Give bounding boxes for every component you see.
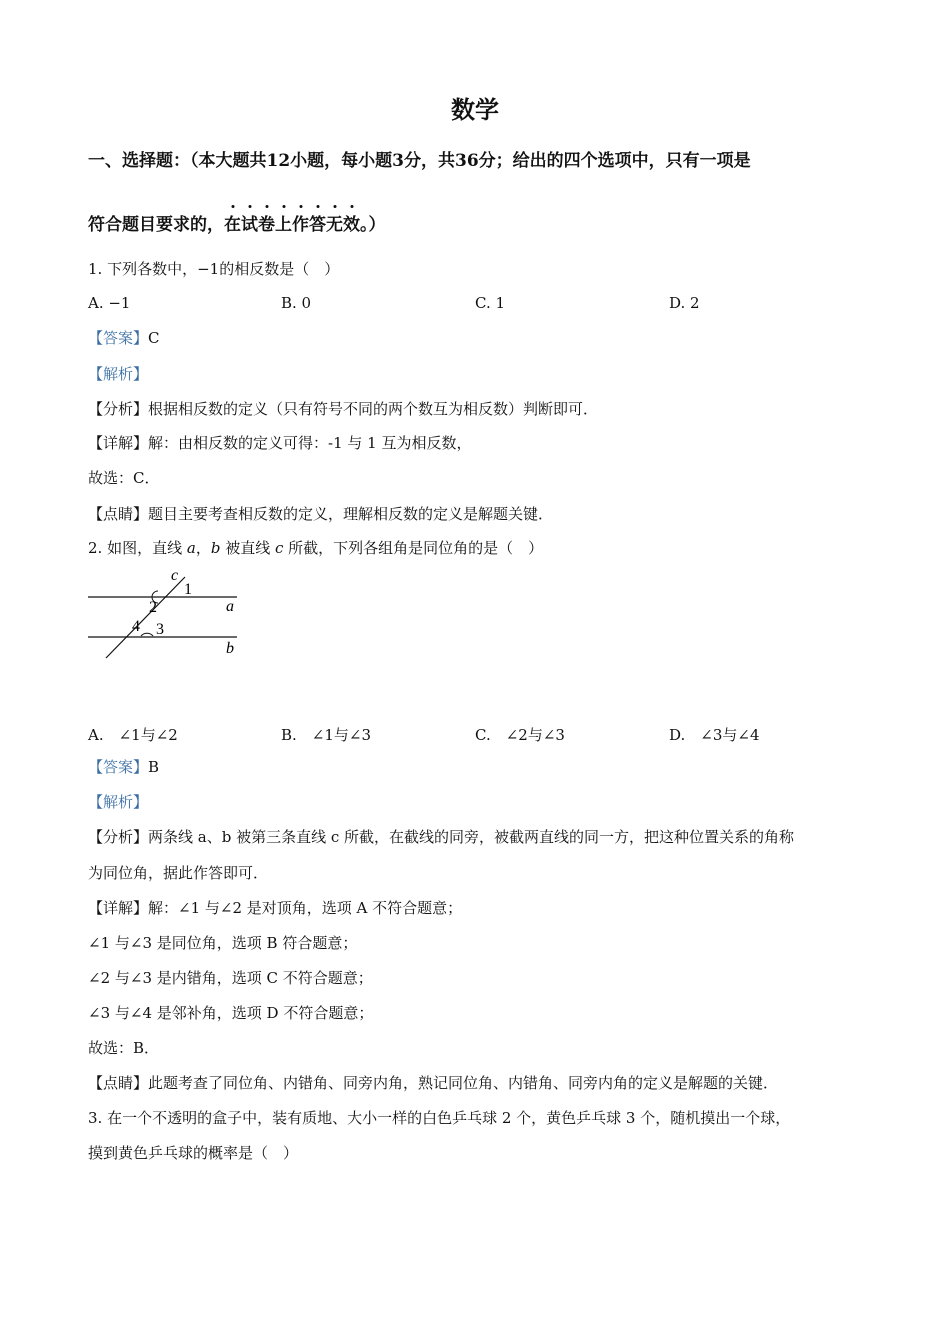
emph-char: 卷 bbox=[258, 215, 275, 235]
q2-option-c: C. ∠2与∠3 bbox=[475, 726, 565, 744]
q2-choose: 故选：B． bbox=[88, 1039, 160, 1057]
emph-char: 效 bbox=[343, 215, 360, 235]
emph-char: 在 bbox=[224, 215, 241, 235]
q2-stem: 2. 如图，直线 a，b 被直线 c 所截，下列各组角是同位角的是（ ） bbox=[88, 539, 544, 557]
q2-fenxi-1: 【分析】两条线 a、b 被第三条直线 c 所截，在截线的同旁，被截两直线的同一方，把这种位置关系的角称 bbox=[88, 828, 795, 846]
line-c bbox=[106, 577, 185, 658]
q2-detail-4: ∠3 与∠4 是邻补角，选项 D 不符合题意； bbox=[88, 1004, 374, 1022]
q1-option-b: B. 0 bbox=[281, 294, 312, 312]
angle-arc-3 bbox=[141, 633, 153, 636]
q1-detail: 【详解】解：由相反数的定义可得：-1 与 1 互为相反数， bbox=[88, 434, 472, 452]
section-heading-line1: 一、选择题：（本大题共12小题，每小题3分，共36分；给出的四个选项中，只有一项是 bbox=[88, 151, 751, 171]
label-3: 3 bbox=[156, 621, 164, 638]
page-title: 数学 bbox=[451, 95, 499, 124]
label-1: 1 bbox=[184, 581, 192, 598]
emph-char: 上 bbox=[275, 215, 292, 235]
section-heading-line2 bbox=[88, 210, 386, 235]
q1-option-d: D. 2 bbox=[669, 294, 700, 312]
q1-option-c: C. 1 bbox=[475, 294, 506, 312]
label-a: a bbox=[226, 598, 234, 615]
q2-fenxi-2: 为同位角，据此作答即可． bbox=[88, 864, 269, 882]
q2-comment: 【点睛】此题考查了同位角、内错角、同旁内角，熟记同位角、内错角、同旁内角的定义是解题的关键． bbox=[88, 1074, 779, 1092]
emph-char: 作 bbox=[292, 215, 309, 235]
q1-answer: 【答案】C bbox=[88, 329, 160, 347]
q3-stem-2: 摸到黄色乒乓球的概率是（ ） bbox=[88, 1144, 299, 1162]
q1-option-a: A. −1 bbox=[88, 294, 131, 312]
q2-answer: 【答案】B bbox=[88, 758, 160, 776]
q3-stem-1: 3. 在一个不透明的盒子中，装有质地、大小一样的白色乒乓球 2 个，黄色乒乓球 3 个，随机摸出一个球， bbox=[88, 1109, 791, 1127]
label-b: b bbox=[226, 640, 234, 657]
q1-analysis-tag: 【解析】 bbox=[88, 365, 149, 383]
emph-char: 答 bbox=[309, 215, 326, 235]
q2-detail-1: 【详解】解：∠1 与∠2 是对顶角，选项 A 不符合题意； bbox=[88, 899, 463, 917]
section-heading-prefix: 符合题目要求的， bbox=[88, 215, 224, 235]
q2-figure bbox=[85, 565, 255, 665]
emph-char: 试 bbox=[241, 215, 258, 235]
q2-detail-2: ∠1 与∠3 是同位角，选项 B 符合题意； bbox=[88, 934, 358, 952]
q2-detail-3: ∠2 与∠3 是内错角，选项 C 不符合题意； bbox=[88, 969, 373, 987]
q2-option-b: B. ∠1与∠3 bbox=[281, 726, 372, 744]
q1-comment: 【点睛】题目主要考查相反数的定义，理解相反数的定义是解题关键． bbox=[88, 505, 554, 523]
q1-fenxi: 【分析】根据相反数的定义（只有符号不同的两个数互为相反数）判断即可． bbox=[88, 400, 599, 418]
label-4: 4 bbox=[132, 618, 140, 635]
q1-choose: 故选：C． bbox=[88, 469, 160, 487]
q2-analysis-tag: 【解析】 bbox=[88, 793, 149, 811]
label-2: 2 bbox=[149, 599, 157, 616]
section-heading-suffix: 。） bbox=[360, 215, 386, 235]
emph-char: 无 bbox=[326, 215, 343, 235]
q2-option-d: D. ∠3与∠4 bbox=[669, 726, 760, 744]
q2-option-a: A. ∠1与∠2 bbox=[88, 726, 178, 744]
q1-stem: 1. 下列各数中，−1的相反数是（ ） bbox=[88, 260, 340, 278]
label-c: c bbox=[171, 567, 179, 584]
